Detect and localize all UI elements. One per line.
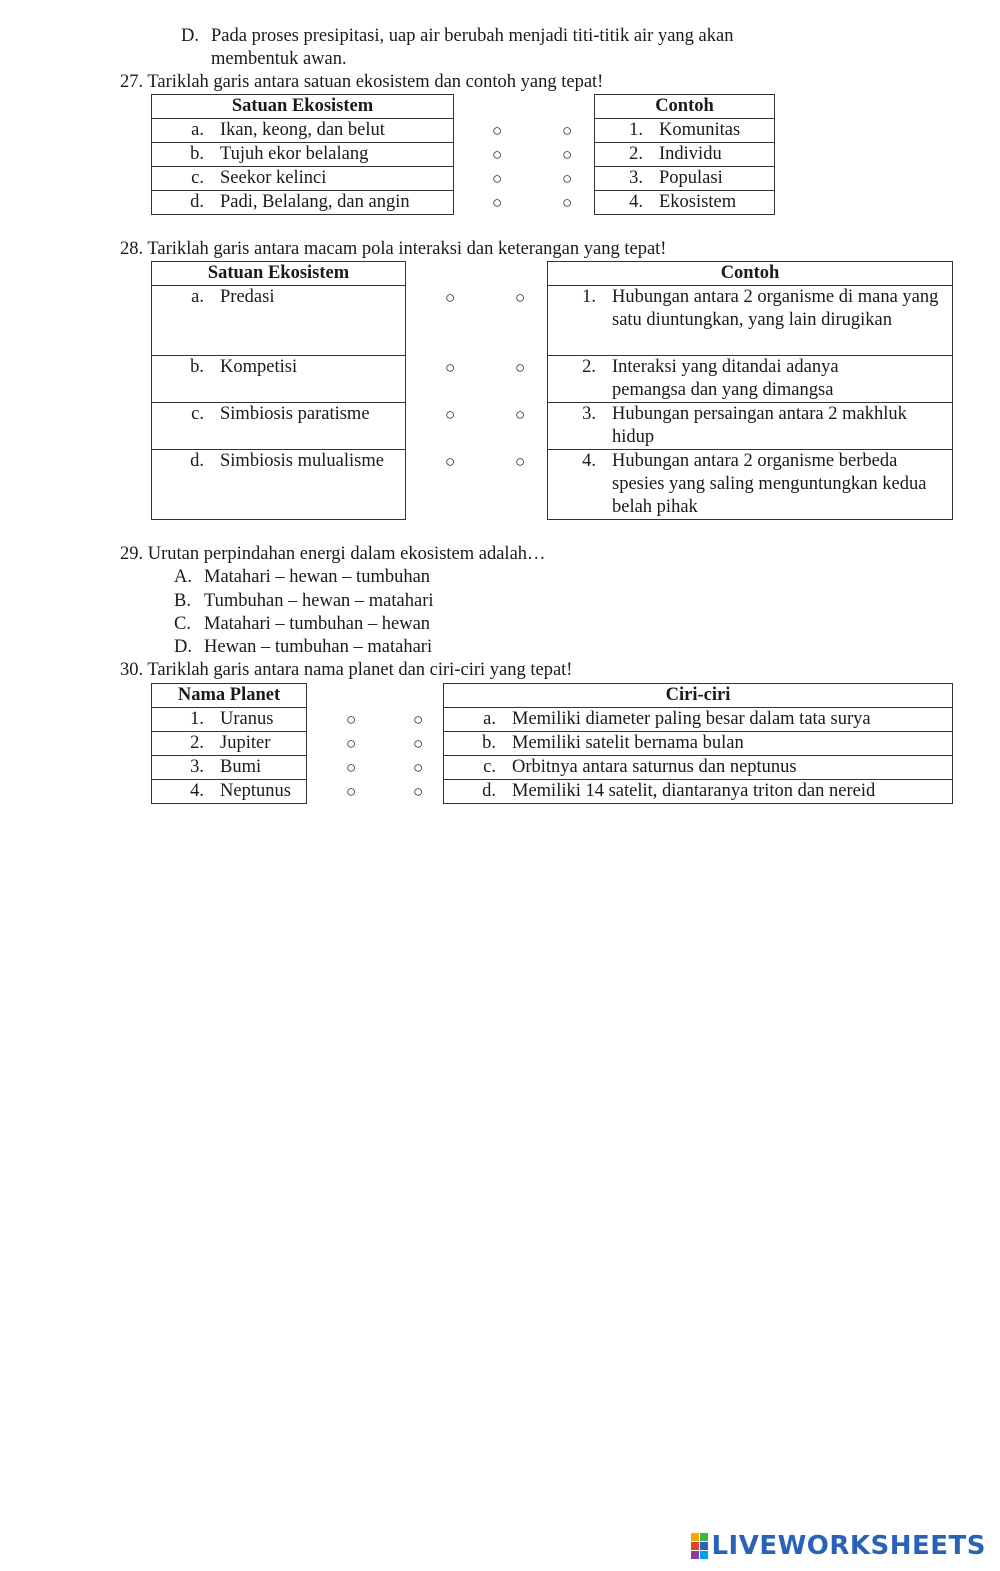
q26-option-d-letter: D. <box>181 26 199 46</box>
q30-question-text: Tariklah garis antara nama planet dan ciri-ciri yang tepat! <box>147 660 573 680</box>
q27-connector-left-c[interactable]: ○ <box>492 169 503 188</box>
q27-left-item[interactable]: c. Seekor kelinci <box>152 167 454 191</box>
q27-connector-left-d[interactable]: ○ <box>492 193 503 212</box>
q29-option-c[interactable]: C. Matahari – tumbuhan – hewan <box>174 614 431 634</box>
q30-connector-right-c[interactable]: ○ <box>413 758 424 777</box>
q27-left-item[interactable]: a. Ikan, keong, dan belut <box>152 119 454 143</box>
liveworksheets-logo[interactable] <box>691 1531 986 1561</box>
q28-connector-left-a[interactable]: ○ <box>445 288 456 307</box>
q30-right-item[interactable]: c. Orbitnya antara saturnus dan neptunus <box>444 756 953 780</box>
logo-square <box>700 1533 708 1541</box>
q28-connector-left-b[interactable]: ○ <box>445 358 456 377</box>
logo-square <box>691 1533 699 1541</box>
q27-question <box>120 71 603 94</box>
q28-connector-right-3[interactable]: ○ <box>515 405 526 424</box>
q28-right-item[interactable]: 4. Hubungan antara 2 organisme berbeda spesies yang saling menguntungkan kedua belah pihak <box>548 450 953 520</box>
liveworksheets-logo-icon <box>691 1533 708 1559</box>
q30-question <box>120 659 572 682</box>
q30-left-header: Nama Planet <box>152 684 307 708</box>
q29-option-b[interactable]: B. Tumbuhan – hewan – matahari <box>174 591 434 611</box>
q30-left-table <box>151 683 307 804</box>
q30-left-item[interactable]: 3. Bumi <box>152 756 307 780</box>
q30-connector-left-4[interactable]: ○ <box>346 782 357 801</box>
q28-left-item[interactable]: a. Predasi <box>152 286 406 356</box>
q29-option-a[interactable]: A. Matahari – hewan – tumbuhan <box>174 567 431 587</box>
logo-square <box>691 1551 699 1559</box>
logo-square <box>700 1542 708 1550</box>
q27-left-table <box>151 94 454 215</box>
q28-right-item[interactable]: 2. Interaksi yang ditandai adanya pemangsa dan yang dimangsa <box>548 356 953 403</box>
q29-question <box>120 543 546 566</box>
q27-left-header: Satuan Ekosistem <box>152 95 454 119</box>
q27-connector-right-3[interactable]: ○ <box>562 169 573 188</box>
q30-connector-left-2[interactable]: ○ <box>346 734 357 753</box>
q27-connector-right-2[interactable]: ○ <box>562 145 573 164</box>
q30-right-item[interactable]: a. Memiliki diameter paling besar dalam tata surya <box>444 708 953 732</box>
q28-connector-right-4[interactable]: ○ <box>515 452 526 471</box>
q28-connector-left-c[interactable]: ○ <box>445 405 456 424</box>
q26-option-d-line2: membentuk awan. <box>211 49 347 69</box>
q27-connector-right-1[interactable]: ○ <box>562 121 573 140</box>
q27-connector-right-4[interactable]: ○ <box>562 193 573 212</box>
q30-right-table <box>443 683 953 804</box>
q28-left-header: Satuan Ekosistem <box>152 262 406 286</box>
q28-left-item[interactable]: b. Kompetisi <box>152 356 406 403</box>
q28-left-item[interactable]: d. Simbiosis mulualisme <box>152 450 406 520</box>
q27-left-item[interactable]: d. Padi, Belalang, dan angin <box>152 191 454 215</box>
q30-right-item[interactable]: b. Memiliki satelit bernama bulan <box>444 732 953 756</box>
q30-connector-left-1[interactable]: ○ <box>346 710 357 729</box>
q26-option-d <box>181 25 199 48</box>
q27-right-header: Contoh <box>595 95 775 119</box>
q29-number: 29. <box>120 544 144 564</box>
q28-right-item[interactable]: 1. Hubungan antara 2 organisme di mana yang satu diuntungkan, yang lain dirugikan <box>548 286 953 356</box>
q29-option-d[interactable]: D. Hewan – tumbuhan – matahari <box>174 637 433 657</box>
logo-square <box>691 1542 699 1550</box>
q30-left-item[interactable]: 2. Jupiter <box>152 732 307 756</box>
q30-right-header: Ciri-ciri <box>444 684 953 708</box>
q30-connector-right-d[interactable]: ○ <box>413 782 424 801</box>
q27-right-item[interactable]: 1. Komunitas <box>595 119 775 143</box>
q30-connector-right-a[interactable]: ○ <box>413 710 424 729</box>
logo-square <box>700 1551 708 1559</box>
q27-left-item[interactable]: b. Tujuh ekor belalang <box>152 143 454 167</box>
q30-left-item[interactable]: 4. Neptunus <box>152 780 307 804</box>
q27-right-item[interactable]: 4. Ekosistem <box>595 191 775 215</box>
q28-question <box>120 238 666 261</box>
q28-left-table <box>151 261 406 520</box>
q27-right-item[interactable]: 3. Populasi <box>595 167 775 191</box>
q27-right-table <box>594 94 775 215</box>
q28-number: 28. <box>120 239 144 259</box>
q27-right-item[interactable]: 2. Individu <box>595 143 775 167</box>
q27-number: 27. <box>120 72 144 92</box>
q27-connector-left-a[interactable]: ○ <box>492 121 503 140</box>
q28-right-item[interactable]: 3. Hubungan persaingan antara 2 makhluk hidup <box>548 403 953 450</box>
q28-connector-left-d[interactable]: ○ <box>445 452 456 471</box>
q28-connector-right-2[interactable]: ○ <box>515 358 526 377</box>
q26-option-d-line1: Pada proses presipitasi, uap air berubah menjadi titi-titik air yang akan <box>211 26 734 46</box>
q28-connector-right-1[interactable]: ○ <box>515 288 526 307</box>
q28-question-text: Tariklah garis antara macam pola interaksi dan keterangan yang tepat! <box>147 239 667 259</box>
q30-connector-right-b[interactable]: ○ <box>413 734 424 753</box>
q30-right-item[interactable]: d. Memiliki 14 satelit, diantaranya triton dan nereid <box>444 780 953 804</box>
q28-right-header: Contoh <box>548 262 953 286</box>
q28-left-item[interactable]: c. Simbiosis paratisme <box>152 403 406 450</box>
q30-number: 30. <box>120 660 144 680</box>
q29-question-text: Urutan perpindahan energi dalam ekosistem adalah… <box>147 544 546 564</box>
q27-connector-left-b[interactable]: ○ <box>492 145 503 164</box>
q27-question-text: Tariklah garis antara satuan ekosistem dan contoh yang tepat! <box>147 72 604 92</box>
q28-right-table <box>547 261 953 520</box>
q30-left-item[interactable]: 1. Uranus <box>152 708 307 732</box>
liveworksheets-brand-text: LIVEWORKSHEETS <box>711 1531 986 1561</box>
q30-connector-left-3[interactable]: ○ <box>346 758 357 777</box>
